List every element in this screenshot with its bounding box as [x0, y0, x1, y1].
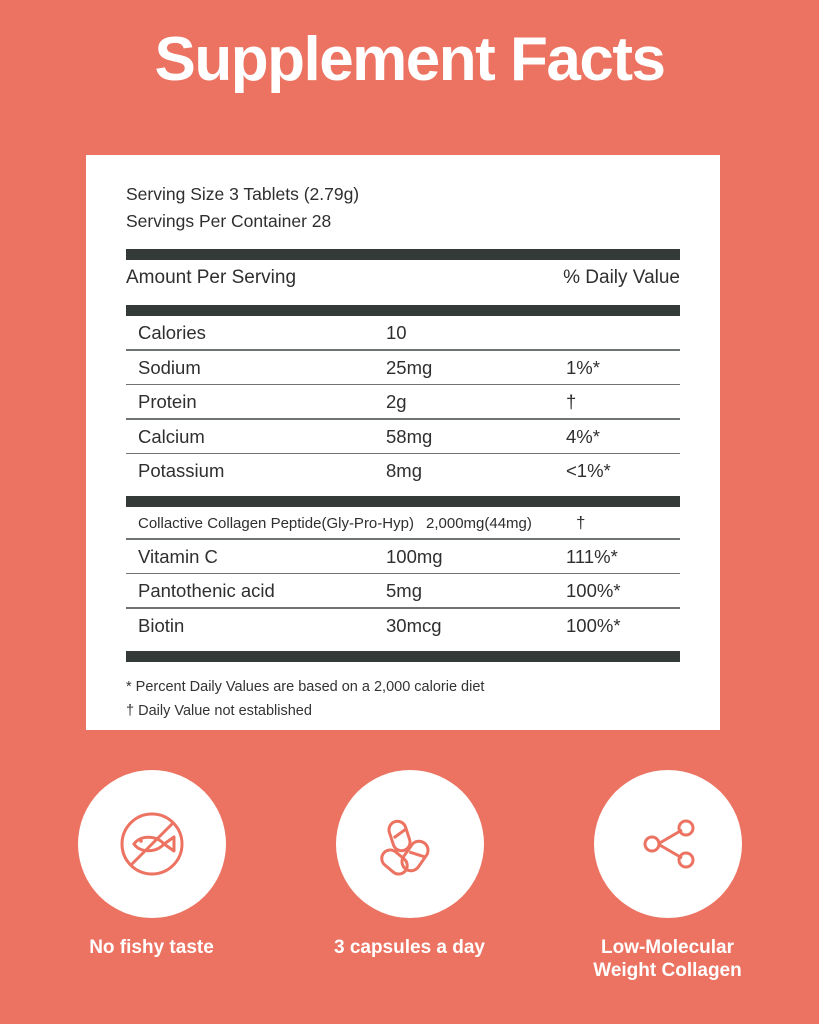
divider-thick-top [126, 249, 680, 260]
badge-circle [336, 770, 484, 918]
nutrient-amount: 5mg [386, 580, 422, 602]
table-row [126, 385, 680, 418]
nutrient-name: Collactive Collagen Peptide(Gly-Pro-Hyp) [138, 515, 414, 533]
nutrient-name: Vitamin C [138, 545, 218, 567]
header-amount-per-serving: Amount Per Serving [126, 267, 297, 289]
table-header-row [126, 260, 680, 296]
nutrient-amount: 2,000mg(44mg) [426, 515, 532, 533]
nutrient-amount: 100mg [386, 545, 443, 567]
badge-three-capsules-a-day [310, 770, 510, 982]
nutrient-name: Protein [138, 391, 197, 413]
nutrient-name: Pantothenic acid [138, 580, 275, 602]
badge-label: 3 capsules a day [333, 937, 486, 958]
table-row [126, 420, 680, 453]
nutrient-daily-value: † [576, 513, 586, 533]
table-row [126, 507, 680, 538]
table-row [126, 454, 680, 487]
nutrient-daily-value: 4%* [566, 425, 600, 447]
badges-row [0, 770, 819, 982]
nutrient-name: Biotin [138, 614, 185, 636]
nutrient-name: Sodium [138, 356, 201, 378]
nutrient-amount: 25mg [386, 356, 433, 378]
nutrient-amount: 58mg [386, 425, 433, 447]
footnote-daily-value-not-established: † Daily Value not established [126, 702, 312, 719]
badge-low-molecular-weight-collagen [568, 770, 768, 982]
nutrient-amount: 2g [386, 391, 407, 413]
nutrient-daily-value: 111%* [566, 545, 618, 567]
badge-circle [78, 770, 226, 918]
capsules-icon [362, 796, 458, 892]
nutrient-amount: 30mcg [386, 614, 442, 636]
molecule-icon [620, 796, 716, 892]
divider-thick-middle [126, 496, 680, 507]
nutrient-name: Calcium [138, 425, 205, 447]
serving-size-line: Serving Size 3 Tablets (2.79g) [126, 184, 360, 204]
badge-label: Low-Molecular Weight Collagen [593, 937, 742, 982]
divider-thick-bottom [126, 651, 680, 662]
badge-no-fishy-taste [52, 770, 252, 982]
header-daily-value: % Daily Value [563, 267, 680, 289]
nutrient-daily-value: <1%* [566, 460, 611, 482]
nutrient-name: Potassium [138, 460, 225, 482]
badge-circle [594, 770, 742, 918]
no-fish-icon [104, 796, 200, 892]
nutrient-rows-secondary [126, 507, 680, 642]
footnote-percent-daily-value: * Percent Daily Values are based on a 2,000 calorie diet [126, 678, 485, 695]
table-row [126, 609, 680, 642]
nutrient-name: Calories [138, 322, 206, 344]
nutrient-daily-value: † [566, 391, 577, 413]
nutrient-amount: 10 [386, 322, 407, 344]
nutrient-daily-value: 100%* [566, 580, 621, 602]
nutrient-amount: 8mg [386, 460, 422, 482]
table-row [126, 540, 680, 573]
nutrient-rows-primary [126, 316, 680, 487]
nutrient-daily-value: 100%* [566, 614, 621, 636]
table-row [126, 351, 680, 384]
divider-thick-under-header [126, 305, 680, 316]
supplement-facts-panel [86, 155, 720, 730]
badge-label: No fishy taste [89, 937, 214, 958]
table-row [126, 574, 680, 607]
page-title: Supplement Facts [154, 25, 665, 94]
footnotes [126, 676, 680, 724]
nutrient-daily-value: 1%* [566, 356, 600, 378]
table-row [126, 316, 680, 349]
servings-per-container-line: Servings Per Container 28 [126, 211, 332, 232]
